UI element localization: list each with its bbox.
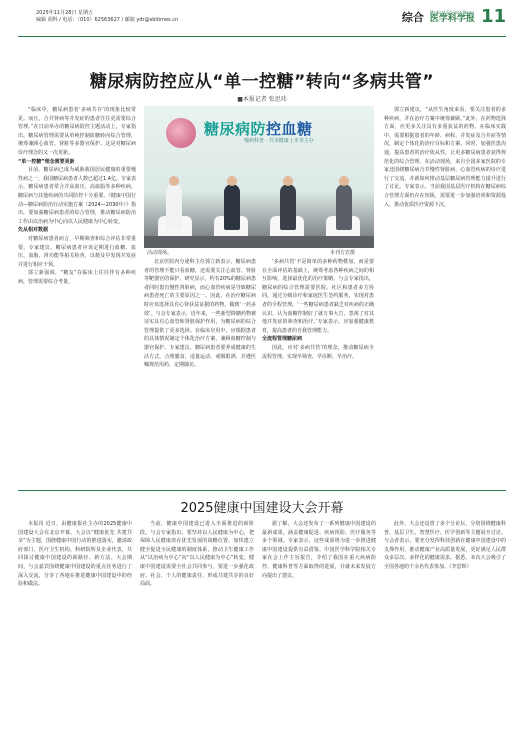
paragraph: 据了解，大会还发布了一系列健康中国建设的最新成果，涵盖健康促进、疾病预防、医疗服务等多个领域。专家表示，这些成果将为进一步推进健康中国建设提供有益借鉴。中国医学科学院相关专家在会上作主旨报告，介绍了我国在重大疾病防控、健康科普等方面取得的进展，并就未来发展方向提出了建议。 [262, 521, 376, 579]
article-column-2 [144, 258, 256, 486]
article2-column-4 [384, 520, 506, 720]
panelist-head [169, 176, 179, 186]
panelist-head [283, 176, 293, 186]
backdrop-subtitle: 慢病科普 · 共享健康 | 本刊主办 [244, 138, 314, 144]
paragraph: 当前，健康中国建设已进入全面推进的新阶段。与会专家指出，要坚持以人民健康为中心，把保障人民健康放在优先发展的战略位置，加快建立健全促进全民健康的制度体系，推动卫生健康工作从“以治病为中心”向“以人民健康为中心”转变。健康中国建设需要全社会共同参与，要进一步强化政府、社会、个人的健康责任，形成共建共享的良好局面。 [140, 521, 254, 588]
page-header [0, 0, 524, 36]
header-info [36, 10, 178, 24]
subheading: “单一控糖”理念需要更新 [18, 158, 75, 165]
paragraph: 郭立新强调，“糖友”在临床上往往伴有多种疾病，管理需要综合考量。 [18, 270, 136, 285]
article-byline: ■本报记者 张思玮 [237, 96, 287, 103]
paragraph: 本报讯 近日，由健康报社主办的2025健康中国建设大会在北京开幕。大会以“健康优先 共建共享”为主题，围绕健康中国行动的推进落实，邀请政府部门、医疗卫生机构、科研院所及企业代表，共同探讨健康中国建设的新路径、新方法。大会期间，与会嘉宾围绕健康中国建设的重点任务进行了深入交流，分享了各地在推进健康中国建设中的经验和做法。 [18, 521, 132, 588]
editor-contact: 编辑 胡科 / 电话：（010）62563627 / 邮箱 ydr@sbitimes.cn [36, 17, 179, 23]
masthead-en: Medical Science News [429, 9, 475, 15]
paragraph: 此外，大会还设置了多个分论坛，分别围绕健康科普、基层卫生、智慧医疗、医学创新等主题展开讨论。与会者表示，要充分发挥科技创新在健康中国建设中的支撑作用，推动健康产业高质量发展，更好满足人民群众多层次、多样化的健康需求。据悉，本次大会吸引了全国各地的千余名代表参加。（李思辉） [384, 521, 506, 570]
article2-column-3 [262, 520, 376, 720]
header-rule [18, 36, 506, 37]
backdrop-title: 糖尿病防控血糖 [204, 120, 313, 138]
panelist-head [339, 176, 349, 186]
photo-credit: 本刊方宾摄 [330, 250, 356, 256]
article-column-1 [18, 106, 136, 486]
photo-caption: 活动现场。 [147, 250, 173, 256]
article2-column-1 [18, 520, 132, 720]
paragraph: 对糖尿病患者而言，早期筛查和综合评估非常重要。专家建议，糖尿病患者应该定期进行血糖、血压、血脂、肾功能等相关检查，以便及早发现并发症并进行相应干预。 [18, 235, 136, 268]
panelist [224, 184, 240, 230]
subheading: 全流程管理糖尿病 [262, 336, 303, 343]
paragraph: ‘多病共管’不是简单的多种药物叠加，而是要在全面评估的基础上，统筹考虑各种疾病之间的相互影响，选择最优化的治疗策略。与会专家指出，糖尿病的综合管理需要医院、社区和患者多方协同，通过分级诊疗和家庭医生签约服务，实现对患者的全程管理。‘一些糖尿病患者缺乏对疾病的正确认识，认为血糖控制好了就万事大吉，忽视了对其他并发症的筛查和治疗。’专家表示，应加强健康教育，提高患者的自我管理能力。 [262, 259, 374, 334]
page-number: 11 [480, 6, 506, 27]
subheading: 先从相对数据 [18, 227, 49, 234]
article2-column-2 [140, 520, 254, 720]
paragraph: 因此，应对‘多病共管’的理念，推动糖尿病全流程管理，实现早筛查、早诊断、早治疗。 [262, 344, 374, 360]
panelist-head [227, 176, 237, 186]
panelist [336, 184, 352, 230]
stage-floor [144, 236, 374, 248]
masthead [402, 6, 506, 27]
panelist [280, 184, 296, 230]
event-photo [144, 106, 374, 248]
article-column-3 [262, 258, 374, 486]
article-headline: 糖尿病防控应从“单一控糖”转向“多病共管” [89, 72, 435, 92]
article-divider [18, 490, 506, 491]
article2-headline: 2025健康中国建设大会开幕 [180, 501, 344, 516]
paragraph: 目前，糖尿病已成为威胁我国居民健康的重要慢性病之一，我国糖尿病患者人数已超过1.4亿。专家表示，糖尿病患者常合并高血压、高血脂等多种疾病，糖尿病与其他疾病的共同防控十分重要。《健康中国行动—糖尿病防治行动实施方案（2024—2030年）》指出，要加强糖尿病患者的综合管理，推动糖尿病防治工作由以治病为中心向以人民健康为中心转变。 [18, 167, 136, 225]
paragraph: “临床中，糖尿病患者‘多病共存’的现象比较常见。而且，合并肾病等并发症的患者往往更需要综合管理。”在日前举办的糖尿病防控主题活动上，专家指出，糖尿病管理需要从单纯控制血糖转向综合管理，统筹兼顾心血管、肾脏等多器官保护。这是对糖尿病诊疗理念的又一次更新。 [18, 107, 136, 156]
issue-date: 2025年11月28日 星期五 [36, 10, 94, 16]
event-logo-icon [166, 118, 196, 148]
article-column-4 [384, 106, 506, 486]
masthead-logo [430, 10, 475, 24]
masthead-cn: 医学科学报 [429, 13, 475, 24]
panelist [166, 184, 182, 230]
section-name: 综合 [401, 10, 424, 24]
paragraph: 郭立新建议，“从医生角度来看，要关注患者的多种疾病，并在治疗方案中统筹兼顾。”此外，在药物选择方面，应更多关注具有多重获益的药物。在临床实践中，需要根据患者的年龄、病程、并发症及合并症等情况，制定个体化的治疗目标和方案。同时，加强医患沟通，提高患者的治疗依从性，让更多糖尿病患者获得规范化的综合管理。在活动现场，来自全国多家医院的专家还围绕糖尿病合并慢性肾脏病、心血管疾病的诊疗进行了交流，并就如何推动基层糖尿病管理能力提升进行了讨论。专家表示，当前我国基层医疗机构在糖尿病综合管理方面仍存在短板，需要进一步加强培训和资源投入，推动优质医疗资源下沉。 [384, 107, 506, 208]
paragraph: 北京医院内分泌科主任郭立新表示，糖尿病患者的管理不能只看血糖，还需要关注心血管、肾脏等靶器官的保护。研究显示，约有20%的糖尿病患者同时患有慢性肾脏病，而心血管疾病是导致糖尿病患者死亡的主要原因之一。因此，在治疗糖尿病时应该选择具有心肾获益证据的药物，做到‘一药多效’。与会专家表示，近年来，一些新型降糖药物被证实具有心血管和肾脏保护作用，为糖尿病的综合管理提供了更多选择。在临床应用中，应根据患者的具体情况制定个体化治疗方案，兼顾血糖控制与器官保护。专家建议，糖尿病患者要养成健康的生活方式，合理膳食、适量运动、戒烟限酒，并遵医嘱规范用药，定期随访。 [144, 259, 256, 369]
